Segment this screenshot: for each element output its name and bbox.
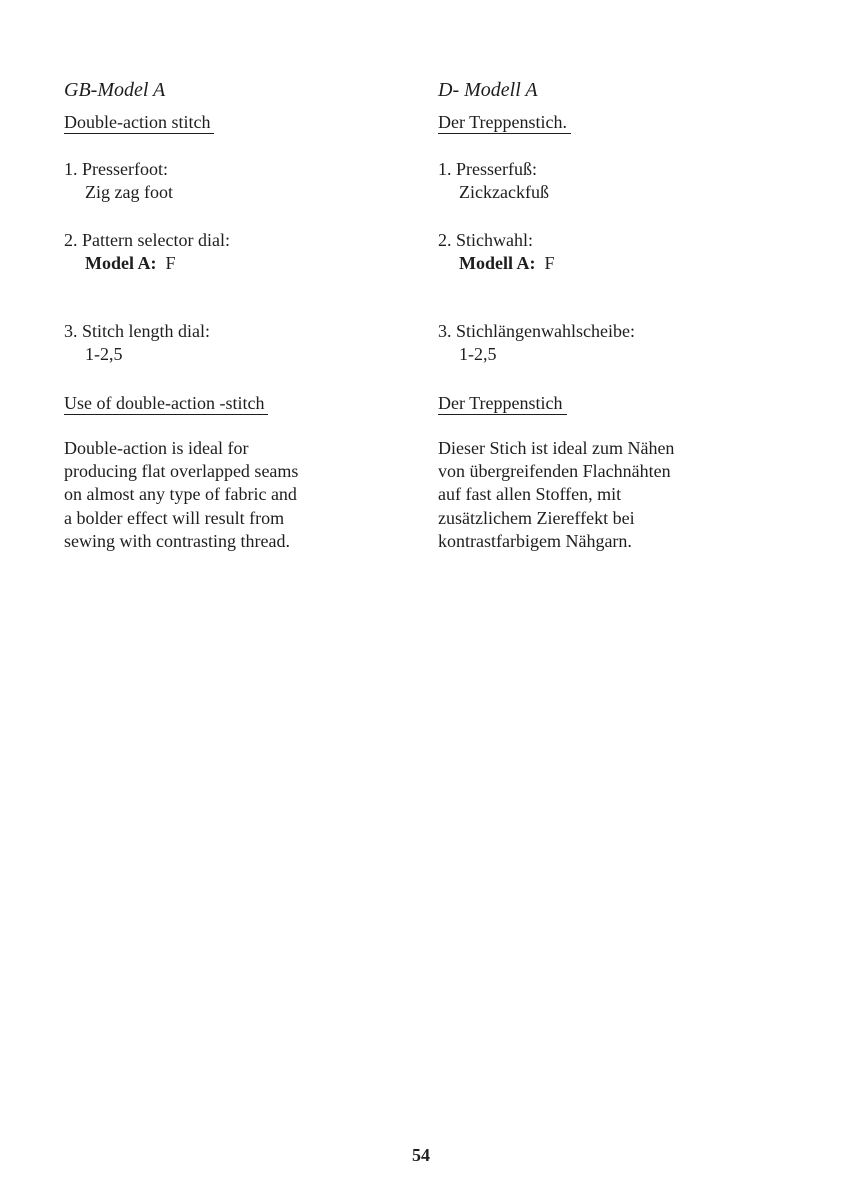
stitch-title-en: Double-action stitch [64,111,214,134]
model-label: Modell A: [459,253,536,273]
description-line: von übergreifenden Flachnähten [438,461,671,482]
step-value: Zig zag foot [85,182,173,202]
english-column [64,0,394,1192]
page-number: 54 [412,1145,430,1165]
stitch-title-de: Der Treppenstich. [438,111,571,134]
german-column [438,0,768,1192]
step-label: Pattern selector dial: [82,230,230,250]
description-line: Double-action is ideal for [64,438,249,458]
description-line: Dieser Stich ist ideal zum Nähen [438,438,675,458]
description-en [64,437,364,553]
step-label: Presserfuß: [456,159,537,179]
step-pattern-selector-en [64,229,230,275]
step-number: 3. [438,321,452,341]
pattern-letter: F [544,253,555,273]
step-stitch-length-de [438,320,635,366]
use-heading-de: Der Treppenstich [438,392,567,415]
step-value: Zickzackfuß [459,182,549,202]
step-value: 1-2,5 [459,344,497,364]
step-value: 1-2,5 [85,344,123,364]
description-line: sewing with contrasting thread. [64,530,290,551]
step-number: 3. [64,321,78,341]
description-line: auf fast allen Stoffen, mit [438,484,622,505]
description-line: producing flat overlapped seams [64,461,299,482]
step-label: Stichwahl: [456,230,533,250]
step-label: Presserfoot: [82,159,168,179]
step-stitch-length-en [64,320,210,366]
step-presserfoot-en [64,158,173,204]
model-heading-en: GB-Model A [64,79,166,101]
description-de [438,437,738,553]
step-number: 2. [438,230,452,250]
description-line: zusätzlichem Ziereffekt bei [438,507,635,528]
description-line: a bolder effect will result from [64,507,285,528]
pattern-letter: F [165,253,176,273]
model-label: Model A: [85,253,157,273]
step-label: Stitch length dial: [82,321,210,341]
step-number: 2. [64,230,78,250]
description-line: on almost any type of fabric and [64,484,297,505]
model-heading-de: D- Modell A [438,79,538,101]
step-presserfoot-de [438,158,549,204]
step-number: 1. [438,159,452,179]
step-value [438,252,555,275]
step-label: Stichlängenwahlscheibe: [456,321,635,341]
use-heading-en: Use of double-action -stitch [64,392,268,415]
step-number: 1. [64,159,78,179]
step-value [64,252,230,275]
description-line: kontrastfarbigem Nähgarn. [438,530,632,551]
step-pattern-selector-de [438,229,555,275]
